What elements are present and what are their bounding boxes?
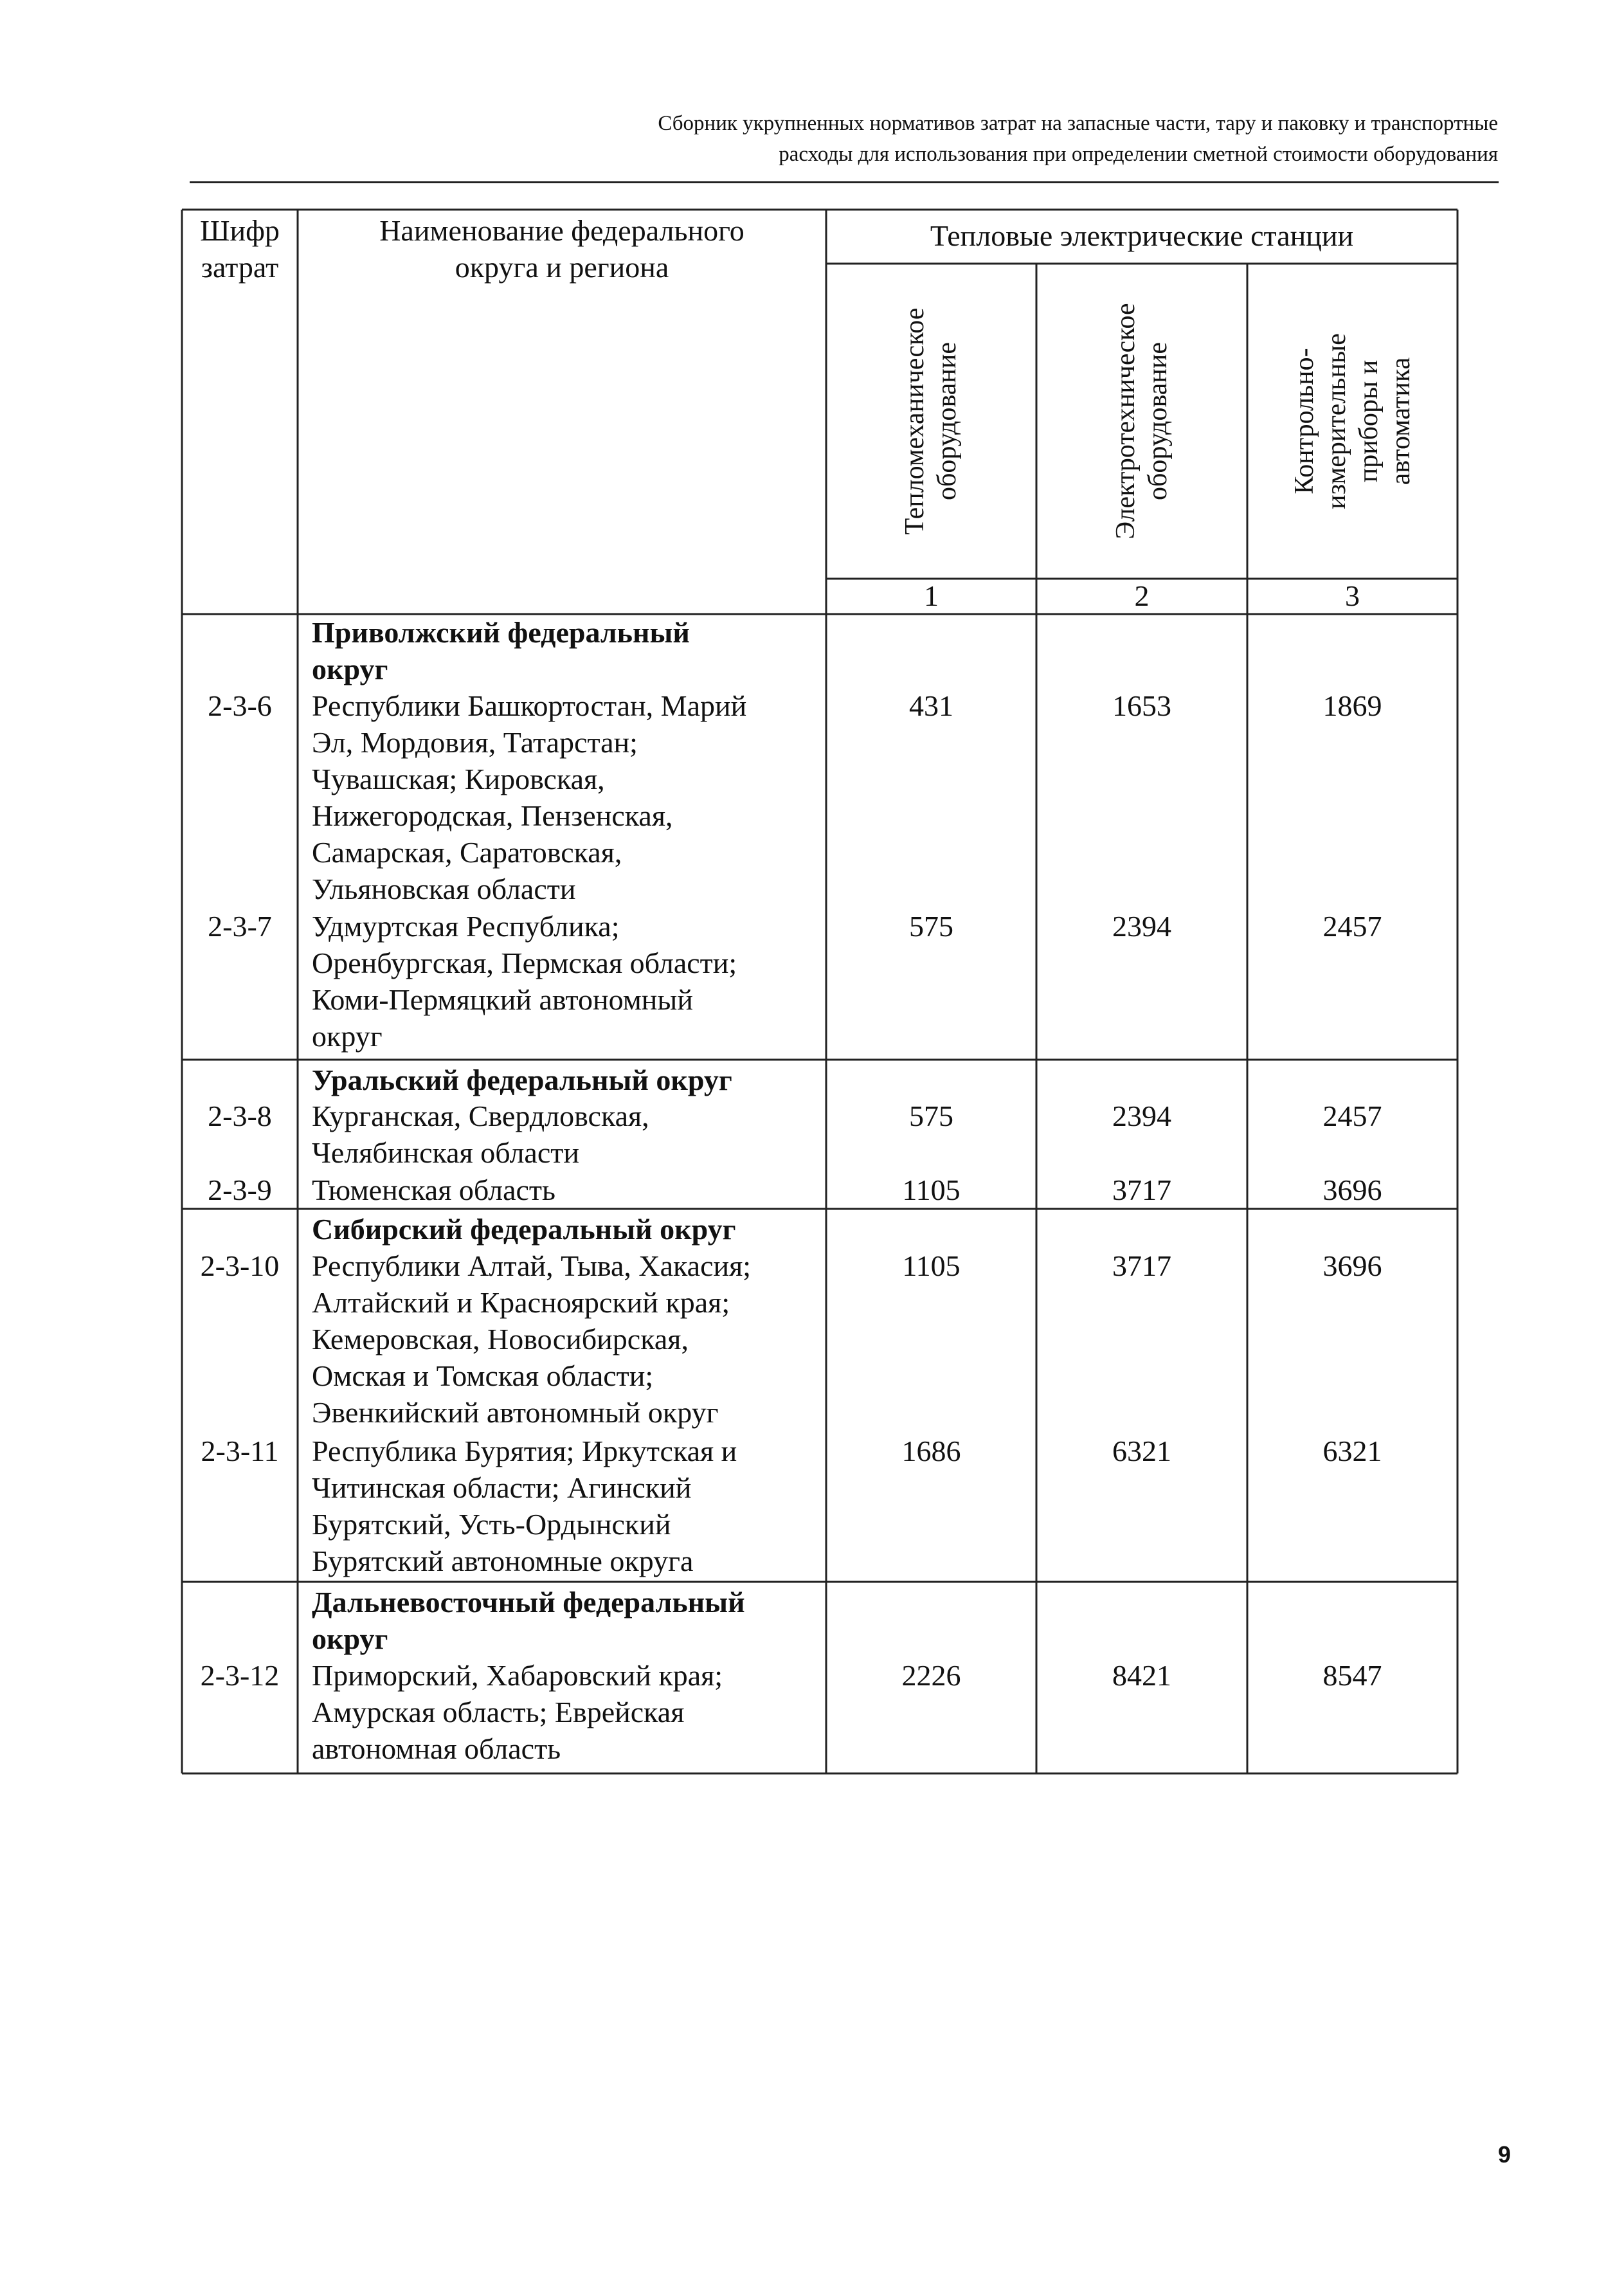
name-header-line-1: Наименование федерального — [379, 214, 744, 247]
region-text — [312, 687, 746, 907]
cost-code: 2-3-6 — [208, 689, 272, 722]
code-column-header — [182, 212, 298, 286]
code-header-line-2: затрат — [201, 251, 279, 284]
region-text — [312, 1433, 737, 1579]
cost-code: 2-3-11 — [201, 1435, 279, 1467]
cost-code: 2-3-9 — [208, 1174, 272, 1206]
district-title: Сибирский федеральный округ — [312, 1213, 736, 1246]
sub-header-kip-line-4: автоматика — [1386, 357, 1416, 485]
region-line: Республика Бурятия; Иркутская и — [312, 1435, 737, 1467]
district-title — [312, 614, 690, 687]
name-header-line-2: округа и региона — [455, 251, 669, 284]
value-electro: 2394 — [1112, 1100, 1171, 1132]
region-line: Приморский, Хабаровский края; — [312, 1659, 723, 1692]
region-text — [312, 908, 737, 1055]
value-electro: 6321 — [1112, 1435, 1171, 1467]
region-line: Республики Башкортостан, Марий — [312, 689, 747, 722]
district-title: Уральский федеральный округ — [312, 1064, 732, 1096]
region-line: Челябинская области — [312, 1136, 579, 1169]
cost-code: 2-3-12 — [200, 1659, 280, 1692]
region-line: Нижегородская, Пензенская, — [312, 799, 673, 832]
value-kip: 2457 — [1322, 910, 1382, 943]
region-line: Омская и Томская области; — [312, 1359, 654, 1392]
value-electro: 2394 — [1112, 910, 1171, 943]
cost-code: 2-3-10 — [200, 1249, 280, 1282]
sub-header-kip-line-3: приборы и — [1354, 359, 1384, 483]
value-electro: 1653 — [1112, 689, 1171, 722]
region-line: округ — [312, 1020, 383, 1053]
value-thermo: 575 — [909, 910, 953, 943]
value-kip: 8547 — [1322, 1659, 1382, 1692]
value-kip: 1869 — [1322, 689, 1382, 722]
cost-code: 2-3-7 — [208, 910, 272, 943]
sub-header-kip — [1288, 244, 1417, 598]
code-header-line-1: Шифр — [200, 214, 280, 247]
value-thermo: 1105 — [902, 1174, 961, 1206]
sub-header-kip-line-1: Контрольно- — [1290, 348, 1319, 494]
sub-header-electro-line-1: Электротехническое — [1111, 303, 1141, 539]
name-column-header — [298, 212, 826, 286]
column-number-3: 3 — [1345, 579, 1360, 612]
region-line: Курганская, Свердловская, — [312, 1100, 649, 1132]
value-thermo: 1105 — [902, 1249, 961, 1282]
region-line: Кемеровская, Новосибирская, — [312, 1323, 689, 1355]
value-electro: 8421 — [1112, 1659, 1171, 1692]
value-kip: 6321 — [1322, 1435, 1382, 1467]
region-line: Чувашская; Кировская, — [312, 763, 605, 795]
cost-code: 2-3-8 — [208, 1100, 272, 1132]
region-line: Оренбургская, Пермская области; — [312, 947, 737, 979]
value-thermo: 431 — [909, 689, 953, 722]
region-text — [312, 1172, 555, 1208]
sub-header-thermo-line-1: Тепломеханическое — [900, 307, 930, 535]
region-line: Ульяновская области — [312, 873, 576, 905]
value-thermo: 2226 — [901, 1659, 961, 1692]
value-kip: 3696 — [1322, 1249, 1382, 1282]
header-line-1: Сборник укрупненных нормативов затрат на запасные части, тару и паковку и транспортные — [658, 112, 1498, 135]
district-title-line: округ — [312, 653, 388, 685]
region-line: Читинская области; Агинский — [312, 1471, 692, 1504]
region-line: Эл, Мордовия, Татарстан; — [312, 726, 638, 759]
value-kip: 3696 — [1322, 1174, 1382, 1206]
sub-header-kip-line-2: измерительные — [1322, 333, 1351, 509]
value-electro: 3717 — [1112, 1174, 1171, 1206]
district-title — [312, 1584, 745, 1657]
region-line: Коми-Пермяцкий автономный — [312, 983, 693, 1016]
region-line: Алтайский и Красноярский края; — [312, 1286, 730, 1319]
district-title-line: Дальневосточный федеральный — [312, 1586, 745, 1618]
region-line: Эвенкийский автономный округ — [312, 1396, 719, 1429]
page-number: 9 — [1497, 2141, 1511, 2168]
region-text — [312, 1657, 723, 1767]
column-number-1: 1 — [924, 579, 939, 612]
sub-header-electro-line-2: оборудование — [1143, 341, 1173, 501]
region-line: автономная область — [312, 1732, 561, 1765]
column-number-2: 2 — [1134, 579, 1150, 612]
value-kip: 2457 — [1322, 1100, 1382, 1132]
value-thermo: 575 — [909, 1100, 953, 1132]
region-line: Тюменская область — [312, 1174, 555, 1206]
region-line: Бурятский, Усть-Ордынский — [312, 1508, 671, 1541]
region-line: Республики Алтай, Тыва, Хакасия; — [312, 1249, 752, 1282]
district-title-line: округ — [312, 1622, 388, 1655]
region-line: Амурская область; Еврейская — [312, 1696, 685, 1728]
header-line-2: расходы для использования при определении сметной стоимости оборудования — [779, 143, 1498, 166]
sub-header-thermo — [899, 244, 963, 598]
group-header: Тепловые электрические станции — [930, 219, 1354, 252]
region-line: Удмуртская Республика; — [312, 910, 620, 943]
value-thermo: 1686 — [901, 1435, 961, 1467]
district-title-line: Приволжский федеральный — [312, 616, 690, 649]
value-electro: 3717 — [1112, 1249, 1171, 1282]
region-text — [312, 1098, 649, 1171]
sub-header-electro — [1110, 244, 1174, 598]
sub-header-thermo-line-2: оборудование — [932, 341, 962, 501]
region-text — [312, 1247, 751, 1431]
region-line: Самарская, Саратовская, — [312, 836, 622, 869]
region-line: Бурятский автономные округа — [312, 1545, 694, 1577]
